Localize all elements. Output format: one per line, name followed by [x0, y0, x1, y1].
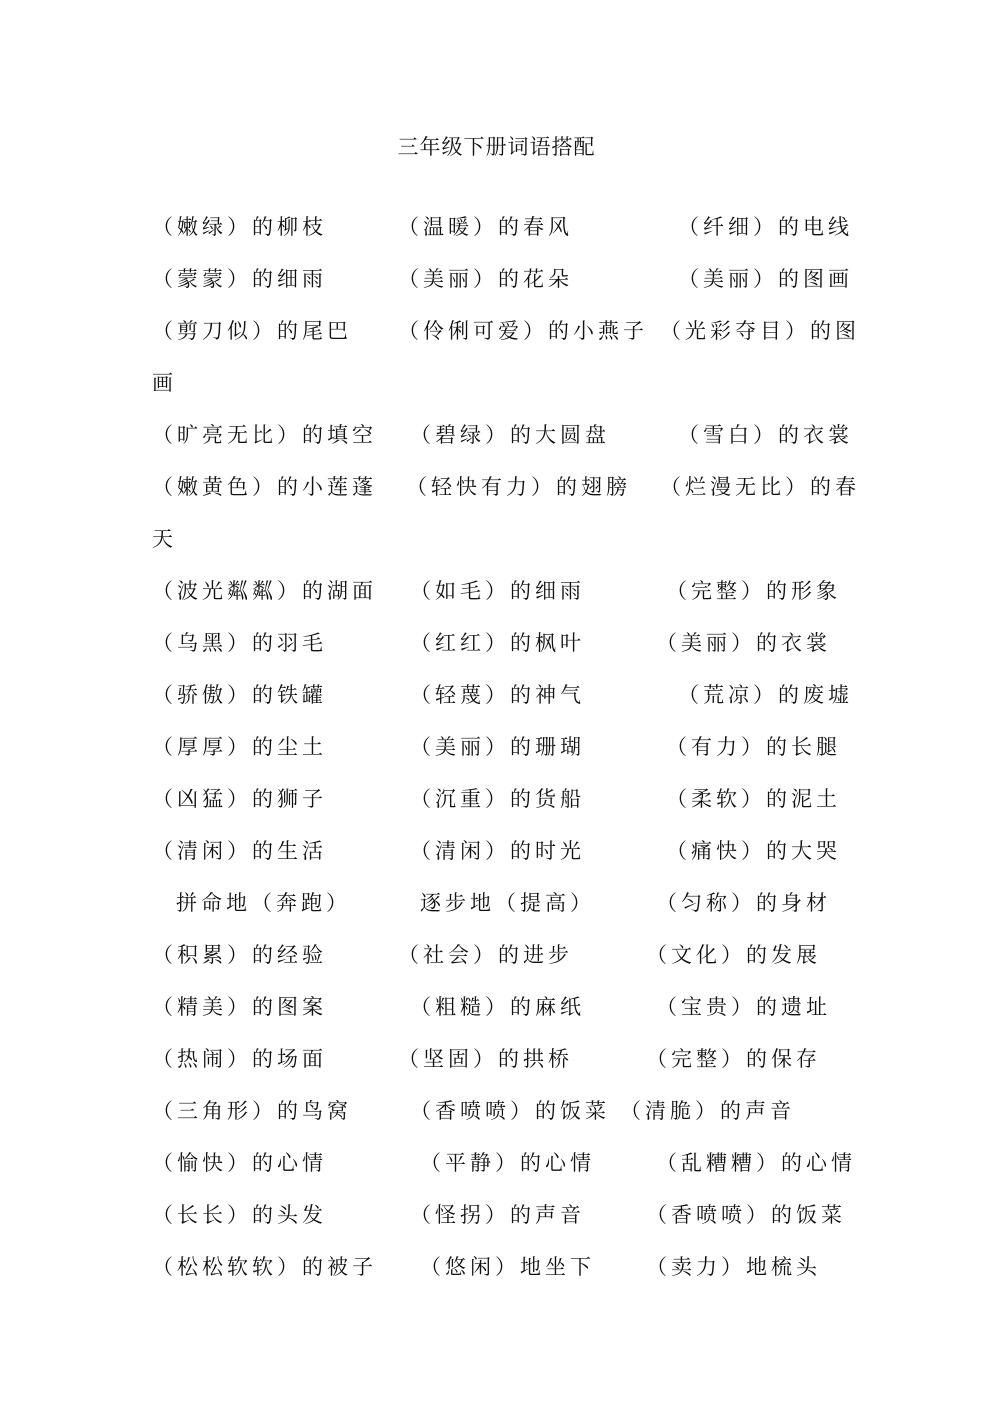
list-row — [152, 574, 852, 626]
page-title: 三年级下册词语搭配 — [397, 135, 596, 159]
list-row — [152, 626, 852, 678]
phrase-col2: （轻蔑）的神气 — [410, 683, 585, 707]
phrase-col3: （雪白）的衣裳 — [678, 423, 853, 447]
phrase-col1: （积累）的经验 — [152, 943, 327, 967]
wrapped-text: 天 — [152, 527, 177, 551]
phrase-col3: （光彩夺目）的图 — [660, 319, 860, 343]
phrase-col1: （嫩黄色）的小莲蓬 — [152, 475, 377, 499]
phrase-col3: （卖力）地梳头 — [646, 1255, 821, 1279]
phrase-col3: （荒凉）的废墟 — [678, 683, 853, 707]
wrapped-text: 画 — [152, 371, 177, 395]
phrase-col3: （美丽）的图画 — [678, 267, 853, 291]
phrase-col3: （纤细）的电线 — [678, 215, 853, 239]
phrase-col1: （剪刀似）的尾巴 — [152, 319, 352, 343]
list-row — [152, 1094, 852, 1146]
phrase-col3: （匀称）的身材 — [656, 891, 831, 915]
list-row — [152, 1042, 852, 1094]
list-row — [152, 262, 852, 314]
phrase-col2: （香喷喷）的饭菜 — [410, 1099, 610, 1123]
list-row — [152, 522, 852, 574]
phrase-col2: （轻快有力）的翅膀 — [406, 475, 631, 499]
phrase-col2: （温暖）的春风 — [398, 215, 573, 239]
list-row — [152, 1198, 852, 1250]
phrase-col2: （碧绿）的大圆盘 — [410, 423, 610, 447]
list-row — [152, 834, 852, 886]
phrase-col3: （完整）的保存 — [646, 1047, 821, 1071]
phrase-col1: （愉快）的心情 — [152, 1151, 327, 1175]
phrase-col2: （沉重）的货船 — [410, 787, 585, 811]
phrase-col1: （三角形）的鸟窝 — [152, 1099, 352, 1123]
phrase-col1: （厚厚）的尘土 — [152, 735, 327, 759]
list-row — [152, 678, 852, 730]
list-row — [152, 366, 852, 418]
phrase-col1: （松松软软）的被子 — [152, 1255, 377, 1279]
phrase-col1: （旷亮无比）的填空 — [152, 423, 377, 447]
phrase-col3: （有力）的长腿 — [666, 735, 841, 759]
list-row — [152, 1250, 852, 1302]
list-row — [152, 418, 852, 470]
phrase-col3: （乱糟糟）的心情 — [656, 1151, 856, 1175]
phrase-col2: （伶俐可爱）的小燕子 — [398, 319, 648, 343]
phrase-col1: （乌黑）的羽毛 — [152, 631, 327, 655]
phrase-col1: （凶猛）的狮子 — [152, 787, 327, 811]
list-row — [152, 314, 860, 366]
phrase-col3: （烂漫无比）的春 — [660, 475, 860, 499]
phrase-col2: （怪拐）的声音 — [410, 1203, 585, 1227]
phrase-col3: （柔软）的泥土 — [666, 787, 841, 811]
phrase-col1: （长长）的头发 — [152, 1203, 327, 1227]
list-row — [152, 886, 852, 938]
phrase-col1: （精美）的图案 — [152, 995, 327, 1019]
phrase-col2: （坚固）的拱桥 — [398, 1047, 573, 1071]
phrase-col2: （平静）的心情 — [420, 1151, 595, 1175]
phrase-col2: （社会）的进步 — [398, 943, 573, 967]
phrase-col3: （清脆）的声音 — [620, 1099, 795, 1123]
list-row — [152, 990, 852, 1042]
list-row — [152, 938, 852, 990]
list-row — [152, 210, 852, 262]
phrase-col3: （宝贵）的遗址 — [656, 995, 831, 1019]
phrase-col1: （热闹）的场面 — [152, 1047, 327, 1071]
phrase-col2: （美丽）的花朵 — [398, 267, 573, 291]
phrase-col3: （文化）的发展 — [646, 943, 821, 967]
phrase-col3: （完整）的形象 — [666, 579, 841, 603]
word-pairs-list — [152, 210, 860, 1302]
phrase-col3: （痛快）的大哭 — [666, 839, 841, 863]
phrase-col2: （悠闲）地坐下 — [420, 1255, 595, 1279]
list-row — [152, 1146, 856, 1198]
phrase-col2: （粗糙）的麻纸 — [410, 995, 585, 1019]
phrase-col2: （清闲）的时光 — [410, 839, 585, 863]
phrase-col2: （如毛）的细雨 — [410, 579, 585, 603]
phrase-col1: 拼命地（奔跑） — [176, 891, 351, 915]
phrase-col3: （美丽）的衣裳 — [656, 631, 831, 655]
phrase-col1: （骄傲）的铁罐 — [152, 683, 327, 707]
phrase-col2: 逐步地（提高） — [420, 891, 595, 915]
phrase-col3: （香喷喷）的饭菜 — [646, 1203, 846, 1227]
list-row — [152, 730, 852, 782]
phrase-col1: （蒙蒙）的细雨 — [152, 267, 327, 291]
phrase-col2: （美丽）的珊瑚 — [410, 735, 585, 759]
phrase-col2: （红红）的枫叶 — [410, 631, 585, 655]
phrase-col1: （嫩绿）的柳枝 — [152, 215, 327, 239]
list-row — [152, 782, 852, 834]
list-row — [152, 470, 860, 522]
phrase-col1: （波光粼粼）的湖面 — [152, 579, 377, 603]
phrase-col1: （清闲）的生活 — [152, 839, 327, 863]
